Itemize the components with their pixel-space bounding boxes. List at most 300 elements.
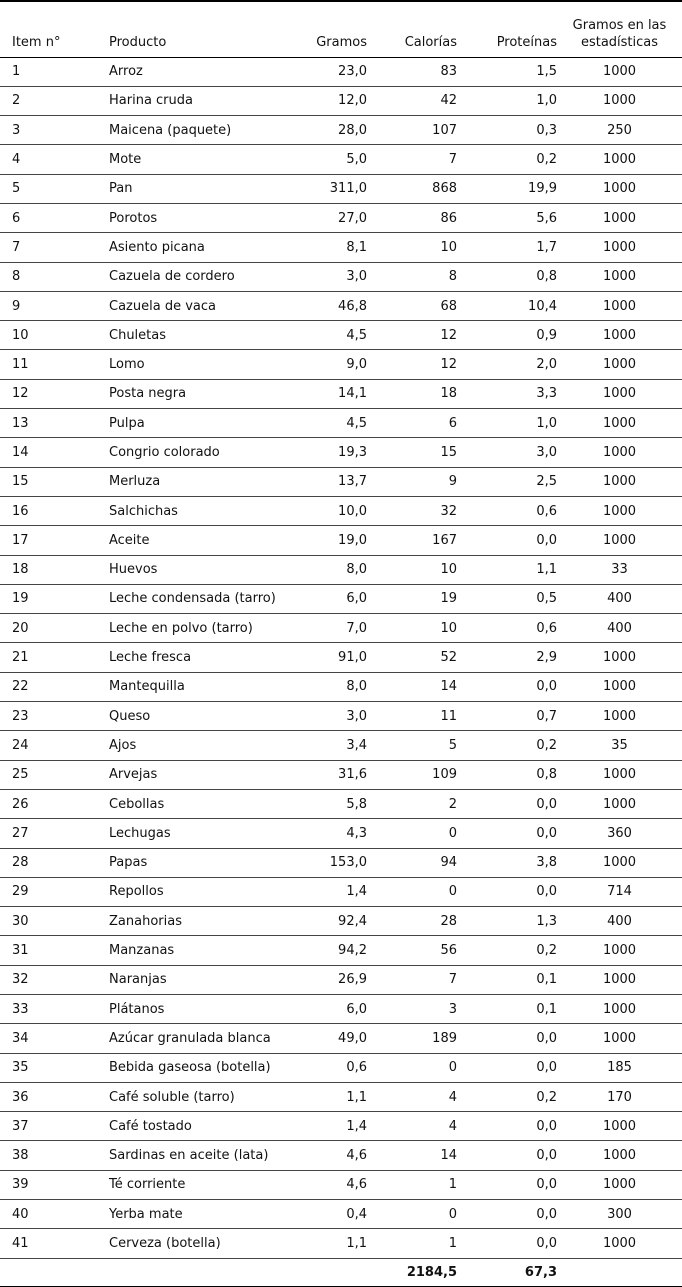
- cell-grams: 10,0: [289, 496, 367, 525]
- cell-product: Leche condensada (tarro): [109, 584, 289, 613]
- cell-statistics-grams: 1000: [557, 174, 682, 203]
- cell-calories: 18: [367, 379, 457, 408]
- cell-proteins: 0,0: [457, 1053, 557, 1082]
- cell-grams: 14,1: [289, 379, 367, 408]
- cell-grams: 1,4: [289, 1112, 367, 1141]
- cell-proteins: 2,9: [457, 643, 557, 672]
- cell-item-number: 3: [0, 116, 109, 145]
- cell-calories: 7: [367, 145, 457, 174]
- cell-calories: 8: [367, 262, 457, 291]
- cell-grams: 3,4: [289, 731, 367, 760]
- cell-statistics-grams: 714: [557, 877, 682, 906]
- table-row: [0, 174, 682, 203]
- cell-proteins: 0,6: [457, 496, 557, 525]
- cell-proteins: 1,5: [457, 57, 557, 86]
- cell-calories: 6: [367, 409, 457, 438]
- cell-product: Plátanos: [109, 995, 289, 1024]
- cell-calories: 189: [367, 1024, 457, 1053]
- cell-proteins: 5,6: [457, 203, 557, 232]
- cell-product: Lomo: [109, 350, 289, 379]
- totals-statistics-cell: [557, 1258, 682, 1286]
- cell-statistics-grams: 1000: [557, 789, 682, 818]
- cell-product: Zanahorias: [109, 907, 289, 936]
- cell-calories: 9: [367, 467, 457, 496]
- cell-grams: 1,1: [289, 1229, 367, 1258]
- cell-statistics-grams: 1000: [557, 379, 682, 408]
- cell-statistics-grams: 1000: [557, 965, 682, 994]
- cell-grams: 1,1: [289, 1082, 367, 1111]
- cell-product: Leche en polvo (tarro): [109, 614, 289, 643]
- table-row: [0, 1200, 682, 1229]
- cell-item-number: 21: [0, 643, 109, 672]
- table-header: [0, 1, 682, 57]
- cell-item-number: 29: [0, 877, 109, 906]
- cell-calories: 0: [367, 1200, 457, 1229]
- cell-proteins: 1,1: [457, 555, 557, 584]
- table-row: [0, 86, 682, 115]
- cell-product: Leche fresca: [109, 643, 289, 672]
- table-row: [0, 907, 682, 936]
- column-header-item: Item n°: [0, 1, 109, 57]
- column-header-proteins: Proteínas: [457, 1, 557, 57]
- cell-item-number: 17: [0, 526, 109, 555]
- cell-statistics-grams: 1000: [557, 86, 682, 115]
- cell-product: Maicena (paquete): [109, 116, 289, 145]
- cell-calories: 3: [367, 995, 457, 1024]
- cell-proteins: 0,8: [457, 760, 557, 789]
- cell-item-number: 22: [0, 672, 109, 701]
- cell-calories: 4: [367, 1112, 457, 1141]
- cell-statistics-grams: 1000: [557, 496, 682, 525]
- cell-proteins: 0,1: [457, 995, 557, 1024]
- table-row: [0, 1082, 682, 1111]
- totals-item-cell: [0, 1258, 109, 1286]
- cell-statistics-grams: 1000: [557, 467, 682, 496]
- cell-product: Manzanas: [109, 936, 289, 965]
- cell-product: Posta negra: [109, 379, 289, 408]
- cell-grams: 3,0: [289, 702, 367, 731]
- column-header-calories: Calorías: [367, 1, 457, 57]
- cell-proteins: 3,3: [457, 379, 557, 408]
- header-row: [0, 1, 682, 57]
- table-row: [0, 643, 682, 672]
- cell-calories: 28: [367, 907, 457, 936]
- cell-product: Ajos: [109, 731, 289, 760]
- cell-item-number: 9: [0, 291, 109, 320]
- cell-proteins: 1,7: [457, 233, 557, 262]
- cell-item-number: 7: [0, 233, 109, 262]
- cell-grams: 4,6: [289, 1170, 367, 1199]
- cell-statistics-grams: 35: [557, 731, 682, 760]
- cell-grams: 46,8: [289, 291, 367, 320]
- cell-item-number: 2: [0, 86, 109, 115]
- cell-proteins: 0,7: [457, 702, 557, 731]
- cell-statistics-grams: 400: [557, 614, 682, 643]
- cell-proteins: 19,9: [457, 174, 557, 203]
- cell-item-number: 16: [0, 496, 109, 525]
- cell-statistics-grams: 1000: [557, 1170, 682, 1199]
- cell-grams: 9,0: [289, 350, 367, 379]
- cell-calories: 56: [367, 936, 457, 965]
- total-proteins: 67,3: [457, 1258, 557, 1286]
- cell-grams: 26,9: [289, 965, 367, 994]
- cell-proteins: 2,5: [457, 467, 557, 496]
- cell-item-number: 14: [0, 438, 109, 467]
- cell-calories: 1: [367, 1170, 457, 1199]
- cell-statistics-grams: 1000: [557, 321, 682, 350]
- table-row: [0, 1112, 682, 1141]
- cell-grams: 91,0: [289, 643, 367, 672]
- cell-product: Chuletas: [109, 321, 289, 350]
- cell-product: Cazuela de cordero: [109, 262, 289, 291]
- table-row: [0, 672, 682, 701]
- cell-grams: 311,0: [289, 174, 367, 203]
- cell-statistics-grams: 400: [557, 584, 682, 613]
- cell-item-number: 5: [0, 174, 109, 203]
- cell-product: Congrio colorado: [109, 438, 289, 467]
- cell-proteins: 3,8: [457, 848, 557, 877]
- cell-calories: 15: [367, 438, 457, 467]
- cell-calories: 5: [367, 731, 457, 760]
- cell-calories: 32: [367, 496, 457, 525]
- cell-item-number: 12: [0, 379, 109, 408]
- cell-statistics-grams: 1000: [557, 1141, 682, 1170]
- cell-calories: 86: [367, 203, 457, 232]
- cell-calories: 83: [367, 57, 457, 86]
- table-row: [0, 965, 682, 994]
- cell-item-number: 28: [0, 848, 109, 877]
- cell-proteins: 0,0: [457, 1229, 557, 1258]
- cell-item-number: 40: [0, 1200, 109, 1229]
- table-row: [0, 233, 682, 262]
- table-row: [0, 1170, 682, 1199]
- cell-calories: 94: [367, 848, 457, 877]
- cell-proteins: 0,2: [457, 731, 557, 760]
- cell-proteins: 0,3: [457, 116, 557, 145]
- totals-grams-cell: [289, 1258, 367, 1286]
- cell-grams: 4,5: [289, 409, 367, 438]
- cell-grams: 3,0: [289, 262, 367, 291]
- cell-product: Sardinas en aceite (lata): [109, 1141, 289, 1170]
- table-row: [0, 262, 682, 291]
- cell-statistics-grams: 360: [557, 819, 682, 848]
- cell-item-number: 39: [0, 1170, 109, 1199]
- cell-proteins: 3,0: [457, 438, 557, 467]
- cell-product: Lechugas: [109, 819, 289, 848]
- cell-grams: 23,0: [289, 57, 367, 86]
- cell-proteins: 1,0: [457, 409, 557, 438]
- cell-grams: 13,7: [289, 467, 367, 496]
- cell-grams: 4,3: [289, 819, 367, 848]
- cell-grams: 28,0: [289, 116, 367, 145]
- cell-statistics-grams: 1000: [557, 145, 682, 174]
- cell-item-number: 36: [0, 1082, 109, 1111]
- cell-product: Café soluble (tarro): [109, 1082, 289, 1111]
- cell-statistics-grams: 300: [557, 1200, 682, 1229]
- cell-statistics-grams: 170: [557, 1082, 682, 1111]
- cell-product: Cerveza (botella): [109, 1229, 289, 1258]
- cell-item-number: 11: [0, 350, 109, 379]
- table-row: [0, 789, 682, 818]
- cell-statistics-grams: 1000: [557, 995, 682, 1024]
- table-row: [0, 1141, 682, 1170]
- cell-product: Asiento picana: [109, 233, 289, 262]
- cell-calories: 167: [367, 526, 457, 555]
- table-row: [0, 379, 682, 408]
- cell-statistics-grams: 1000: [557, 262, 682, 291]
- cell-product: Azúcar granulada blanca: [109, 1024, 289, 1053]
- cell-product: Mantequilla: [109, 672, 289, 701]
- table-row: [0, 555, 682, 584]
- cell-statistics-grams: 1000: [557, 57, 682, 86]
- cell-calories: 11: [367, 702, 457, 731]
- cell-grams: 8,0: [289, 672, 367, 701]
- cell-item-number: 20: [0, 614, 109, 643]
- cell-proteins: 0,0: [457, 789, 557, 818]
- cell-calories: 107: [367, 116, 457, 145]
- cell-item-number: 35: [0, 1053, 109, 1082]
- cell-proteins: 0,2: [457, 936, 557, 965]
- table-row: [0, 936, 682, 965]
- cell-calories: 12: [367, 350, 457, 379]
- cell-proteins: 0,8: [457, 262, 557, 291]
- table-row: [0, 702, 682, 731]
- table-row: [0, 467, 682, 496]
- cell-item-number: 19: [0, 584, 109, 613]
- column-header-statistics-grams: [557, 1, 682, 57]
- cell-item-number: 8: [0, 262, 109, 291]
- cell-item-number: 13: [0, 409, 109, 438]
- cell-product: Queso: [109, 702, 289, 731]
- total-calories: 2184,5: [367, 1258, 457, 1286]
- cell-proteins: 0,0: [457, 1112, 557, 1141]
- cell-grams: 4,6: [289, 1141, 367, 1170]
- cell-item-number: 25: [0, 760, 109, 789]
- table-row: [0, 848, 682, 877]
- cell-proteins: 0,0: [457, 1200, 557, 1229]
- cell-statistics-grams: 400: [557, 907, 682, 936]
- cell-product: Repollos: [109, 877, 289, 906]
- cell-grams: 8,0: [289, 555, 367, 584]
- cell-item-number: 33: [0, 995, 109, 1024]
- cell-proteins: 0,0: [457, 672, 557, 701]
- table-row: [0, 995, 682, 1024]
- cell-statistics-grams: 1000: [557, 1112, 682, 1141]
- cell-product: Harina cruda: [109, 86, 289, 115]
- cell-product: Huevos: [109, 555, 289, 584]
- cell-item-number: 6: [0, 203, 109, 232]
- table-row: [0, 584, 682, 613]
- table-row: [0, 350, 682, 379]
- table-row: [0, 1229, 682, 1258]
- table-row: [0, 496, 682, 525]
- table-row: [0, 614, 682, 643]
- cell-grams: 153,0: [289, 848, 367, 877]
- table-row: [0, 819, 682, 848]
- cell-grams: 1,4: [289, 877, 367, 906]
- cell-statistics-grams: 33: [557, 555, 682, 584]
- cell-calories: 0: [367, 877, 457, 906]
- cell-product: Porotos: [109, 203, 289, 232]
- cell-calories: 0: [367, 1053, 457, 1082]
- cell-statistics-grams: 1000: [557, 643, 682, 672]
- cell-proteins: 0,0: [457, 1170, 557, 1199]
- cell-calories: 868: [367, 174, 457, 203]
- cell-statistics-grams: 1000: [557, 438, 682, 467]
- cell-calories: 1: [367, 1229, 457, 1258]
- cell-statistics-grams: 1000: [557, 409, 682, 438]
- cell-proteins: 0,5: [457, 584, 557, 613]
- cell-grams: 0,4: [289, 1200, 367, 1229]
- totals-row: [0, 1258, 682, 1286]
- cell-grams: 31,6: [289, 760, 367, 789]
- cell-calories: 12: [367, 321, 457, 350]
- table-row: [0, 116, 682, 145]
- cell-calories: 10: [367, 614, 457, 643]
- cell-product: Bebida gaseosa (botella): [109, 1053, 289, 1082]
- cell-item-number: 23: [0, 702, 109, 731]
- cell-grams: 4,5: [289, 321, 367, 350]
- cell-grams: 8,1: [289, 233, 367, 262]
- cell-product: Yerba mate: [109, 1200, 289, 1229]
- cell-product: Arvejas: [109, 760, 289, 789]
- cell-statistics-grams: 1000: [557, 936, 682, 965]
- cell-item-number: 15: [0, 467, 109, 496]
- cell-grams: 6,0: [289, 584, 367, 613]
- table-row: [0, 57, 682, 86]
- cell-item-number: 37: [0, 1112, 109, 1141]
- cell-product: Naranjas: [109, 965, 289, 994]
- cell-statistics-grams: 1000: [557, 1229, 682, 1258]
- cell-grams: 27,0: [289, 203, 367, 232]
- table-row: [0, 409, 682, 438]
- cell-proteins: 2,0: [457, 350, 557, 379]
- column-header-statistics-line1: Gramos en las: [572, 17, 667, 33]
- cell-product: Mote: [109, 145, 289, 174]
- column-header-product: Producto: [109, 1, 289, 57]
- cell-statistics-grams: 1000: [557, 526, 682, 555]
- cell-calories: 19: [367, 584, 457, 613]
- table-row: [0, 877, 682, 906]
- cell-item-number: 27: [0, 819, 109, 848]
- cell-item-number: 24: [0, 731, 109, 760]
- cell-grams: 6,0: [289, 995, 367, 1024]
- cell-item-number: 31: [0, 936, 109, 965]
- cell-statistics-grams: 1000: [557, 848, 682, 877]
- cell-grams: 19,0: [289, 526, 367, 555]
- cell-statistics-grams: 1000: [557, 291, 682, 320]
- cell-proteins: 0,9: [457, 321, 557, 350]
- cell-item-number: 41: [0, 1229, 109, 1258]
- cell-item-number: 4: [0, 145, 109, 174]
- cell-grams: 7,0: [289, 614, 367, 643]
- table-row: [0, 438, 682, 467]
- table-row: [0, 145, 682, 174]
- table-row: [0, 526, 682, 555]
- cell-proteins: 0,0: [457, 877, 557, 906]
- cell-grams: 5,0: [289, 145, 367, 174]
- cell-product: Salchichas: [109, 496, 289, 525]
- cell-product: Café tostado: [109, 1112, 289, 1141]
- cell-proteins: 0,0: [457, 819, 557, 848]
- cell-proteins: 0,1: [457, 965, 557, 994]
- cell-product: Pan: [109, 174, 289, 203]
- cell-grams: 12,0: [289, 86, 367, 115]
- cell-product: Pulpa: [109, 409, 289, 438]
- cell-statistics-grams: 1000: [557, 203, 682, 232]
- table-row: [0, 760, 682, 789]
- cell-item-number: 10: [0, 321, 109, 350]
- cell-statistics-grams: 185: [557, 1053, 682, 1082]
- cell-calories: 52: [367, 643, 457, 672]
- cell-item-number: 34: [0, 1024, 109, 1053]
- column-header-grams: Gramos: [289, 1, 367, 57]
- cell-proteins: 0,0: [457, 1141, 557, 1170]
- cell-calories: 14: [367, 1141, 457, 1170]
- cell-calories: 7: [367, 965, 457, 994]
- cell-item-number: 30: [0, 907, 109, 936]
- cell-calories: 42: [367, 86, 457, 115]
- cell-proteins: 0,2: [457, 145, 557, 174]
- cell-product: Cebollas: [109, 789, 289, 818]
- cell-proteins: 1,0: [457, 86, 557, 115]
- cell-grams: 49,0: [289, 1024, 367, 1053]
- cell-calories: 10: [367, 555, 457, 584]
- column-header-statistics-line2: estadísticas: [580, 34, 659, 50]
- cell-calories: 109: [367, 760, 457, 789]
- cell-calories: 2: [367, 789, 457, 818]
- cell-proteins: 0,0: [457, 1024, 557, 1053]
- table-row: [0, 291, 682, 320]
- cell-statistics-grams: 250: [557, 116, 682, 145]
- cell-grams: 19,3: [289, 438, 367, 467]
- cell-product: Merluza: [109, 467, 289, 496]
- cell-calories: 4: [367, 1082, 457, 1111]
- cell-calories: 68: [367, 291, 457, 320]
- cell-proteins: 10,4: [457, 291, 557, 320]
- cell-grams: 94,2: [289, 936, 367, 965]
- cell-product: Aceite: [109, 526, 289, 555]
- cell-item-number: 32: [0, 965, 109, 994]
- table-row: [0, 321, 682, 350]
- table-body: [0, 57, 682, 1286]
- cell-statistics-grams: 1000: [557, 350, 682, 379]
- cell-item-number: 26: [0, 789, 109, 818]
- table-row: [0, 203, 682, 232]
- cell-statistics-grams: 1000: [557, 1024, 682, 1053]
- totals-product-cell: [109, 1258, 289, 1286]
- cell-product: Papas: [109, 848, 289, 877]
- cell-product: Arroz: [109, 57, 289, 86]
- cell-product: Cazuela de vaca: [109, 291, 289, 320]
- cell-item-number: 1: [0, 57, 109, 86]
- cell-proteins: 0,6: [457, 614, 557, 643]
- cell-statistics-grams: 1000: [557, 233, 682, 262]
- cell-proteins: 0,2: [457, 1082, 557, 1111]
- cell-grams: 92,4: [289, 907, 367, 936]
- cell-calories: 14: [367, 672, 457, 701]
- cell-grams: 5,8: [289, 789, 367, 818]
- cell-proteins: 1,3: [457, 907, 557, 936]
- table-row: [0, 731, 682, 760]
- cell-calories: 0: [367, 819, 457, 848]
- table-row: [0, 1053, 682, 1082]
- cell-grams: 0,6: [289, 1053, 367, 1082]
- cell-product: Té corriente: [109, 1170, 289, 1199]
- cell-proteins: 0,0: [457, 526, 557, 555]
- cell-item-number: 38: [0, 1141, 109, 1170]
- cell-item-number: 18: [0, 555, 109, 584]
